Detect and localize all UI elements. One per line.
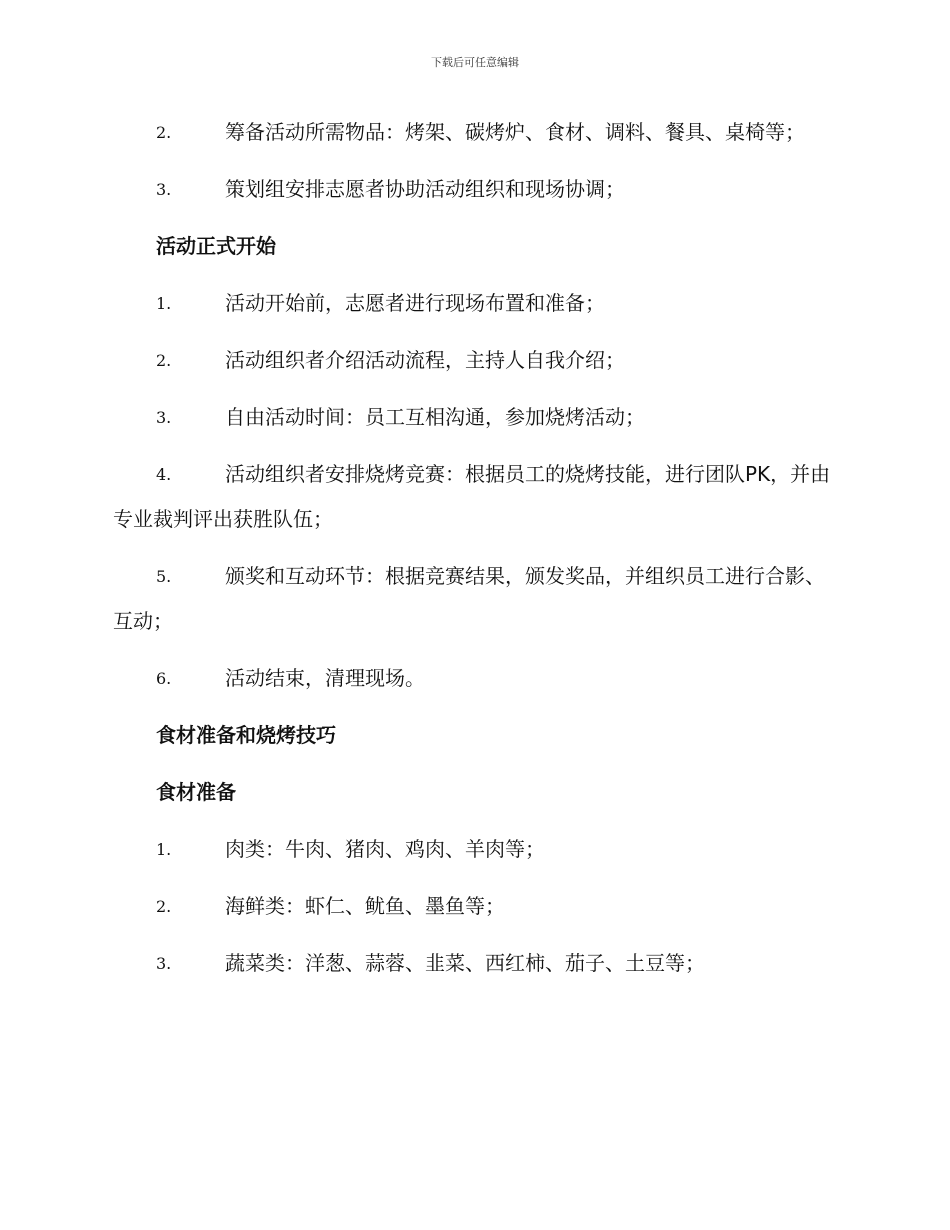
list-item-text: 活动组织者安排烧烤竞赛：根据员工的烧烤技能，进行团队PK，并由专业裁判评出获胜队伍；: [113, 462, 831, 531]
list-item: [113, 395, 838, 440]
list-item-number: 6.: [156, 669, 172, 688]
list-item-number: 2.: [156, 123, 172, 142]
list-item-text: 活动组织者介绍活动流程，主持人自我介绍；: [225, 348, 625, 372]
list-item: [113, 827, 838, 872]
list-item: [113, 167, 838, 212]
list-item: [113, 941, 838, 986]
list-item-number: 1.: [156, 840, 172, 859]
list-item-text: 蔬菜类：洋葱、蒜蓉、韭菜、西红柿、茄子、土豆等；: [225, 951, 705, 975]
list-item-number: 2.: [156, 897, 172, 916]
list-item-number: 3.: [156, 180, 172, 199]
list-item-text: 活动开始前，志愿者进行现场布置和准备；: [225, 291, 605, 315]
list-item-text: 筹备活动所需物品：烤架、碳烤炉、食材、调料、餐具、桌椅等；: [225, 120, 805, 144]
list-item: [113, 281, 838, 326]
list-item-text: 自由活动时间：员工互相沟通，参加烧烤活动；: [225, 405, 645, 429]
list-item: [113, 452, 838, 542]
section-heading-activity-start: 活动正式开始: [156, 234, 276, 258]
section-heading-ingredients-and-tips: 食材准备和烧烤技巧: [156, 723, 336, 747]
list-item: [113, 884, 838, 929]
subsection-heading-ingredients: 食材准备: [156, 780, 236, 804]
list-item-number: 3.: [156, 408, 172, 427]
list-item-number: 1.: [156, 294, 172, 313]
list-item-number: 4.: [156, 465, 172, 484]
page-header-note: 下载后可任意编辑: [431, 56, 519, 69]
list-item: [113, 338, 838, 383]
list-item-number: 3.: [156, 954, 172, 973]
list-item-text: 海鲜类：虾仁、鱿鱼、墨鱼等；: [225, 894, 505, 918]
list-item-number: 2.: [156, 351, 172, 370]
list-item: [113, 110, 838, 155]
document-body: [113, 110, 838, 998]
list-item-text: 颁奖和互动环节：根据竞赛结果，颁发奖品，并组织员工进行合影、互动；: [113, 564, 825, 633]
list-item-text: 活动结束，清理现场。: [225, 666, 425, 690]
list-item-text: 肉类：牛肉、猪肉、鸡肉、羊肉等；: [225, 837, 545, 861]
list-item: [113, 656, 838, 701]
list-item-text: 策划组安排志愿者协助活动组织和现场协调；: [225, 177, 625, 201]
list-item: [113, 554, 838, 644]
list-item-number: 5.: [156, 567, 172, 586]
